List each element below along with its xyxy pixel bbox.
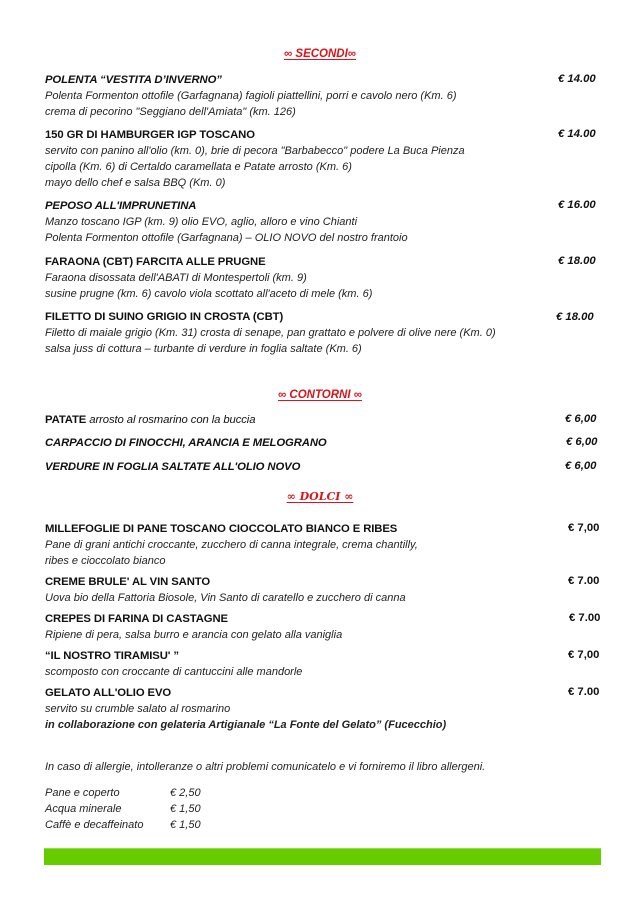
item-name: MILLEFOGLIE DI PANE TOSCANO CIOCCOLATO BIANCO E RIBES [45,523,398,535]
footer-green-bar [44,848,601,865]
item-name: CREME BRULE' AL VIN SANTO [45,576,211,588]
item-price: € 7.00 [568,686,600,698]
extras-list [45,785,201,833]
item-price: € 7.00 [568,575,600,587]
item-price: € 6,00 [565,413,597,425]
extra-price: € 2,50 [170,787,201,799]
menu-item [45,575,605,606]
item-name: GELATO ALL'OLIO EVO [45,687,172,699]
extra-row [45,817,201,833]
section-title-dolci: ∞ DOLCI ∞ [286,490,354,503]
item-desc-line: servito su crumble salato al rosmarino [45,703,231,715]
item-price: € 7,00 [568,522,600,534]
item-desc-line: Pane di grani antichi croccante, zucchero di canna integrale, crema chantilly, [45,539,418,551]
item-desc-line: ribes e cioccolato bianco [45,555,166,567]
item-price: € 16.00 [558,199,596,211]
item-desc-line: Polenta Formenton ottofile (Garfagnana) fagioli piattellini, porri e cavolo nero (Km. 6) [45,90,457,102]
item-desc-line: Ripiene di pera, salsa burro e arancia con gelato alla vaniglia [45,629,343,641]
section-title-secondi: ∞ SECONDI∞ [284,48,356,60]
item-desc-line: Polenta Formenton ottofile (Garfagnana) – OLIO NOVO del nostro frantoio [45,232,408,244]
extra-label: Acqua minerale [45,803,122,815]
menu-item [45,460,605,475]
item-price: € 14.00 [558,73,596,85]
menu-item [45,73,605,120]
item-price: € 18.00 [558,255,596,267]
menu-item [45,436,605,451]
extra-price: € 1,50 [170,819,201,831]
extra-label: Caffè e decaffeinato [45,819,144,831]
menu-item [45,255,605,302]
item-name-rest: arrosto al rosmarino con la buccia [86,414,256,426]
extra-price: € 1,50 [170,803,201,815]
extra-label: Pane e coperto [45,787,120,799]
item-price: € 18.00 [556,311,594,323]
item-name: PEPOSO ALL'IMPRUNETINA [45,200,197,212]
item-desc-line: cipolla (Km. 6) di Certaldo caramellata e Patate arrosto (Km. 6) [45,161,352,173]
menu-item [45,649,605,680]
item-price: € 6,00 [566,436,598,448]
extra-row [45,801,201,817]
menu-item [45,612,605,643]
menu-item [45,413,605,428]
extra-row [45,785,201,801]
item-price: € 7.00 [569,612,601,624]
item-desc-line: salsa juss di cottura – turbante di verdure in foglia saltate (Km. 6) [45,343,362,355]
menu-item [45,199,605,246]
item-desc-line: Faraona disossata dell'ABATI di Montespertoli (km. 9) [45,272,307,284]
menu-item [45,310,605,357]
item-name: “IL NOSTRO TIRAMISU' ” [45,650,179,662]
item-desc-line: Uova bio della Fattoria Biosole, Vin Santo di caratello e zucchero di canna [45,592,406,604]
item-desc-line: Filetto di maiale grigio (Km. 31) crosta di senape, pan grattato e polvere di olive nere (Km. 0) [45,327,496,339]
item-desc-line: susine prugne (km. 6) cavolo viola scottato all'aceto di mele (km. 6) [45,288,373,300]
item-name-bold: PATATE [45,414,87,426]
section-title-contorni: ∞ CONTORNI ∞ [278,389,362,401]
item-name: 150 GR DI HAMBURGER IGP TOSCANO [45,129,255,141]
item-price: € 14.00 [558,128,596,140]
item-name [45,413,605,428]
item-desc-line: servito con panino all'olio (km. 0), brie di pecora "Barbabecco" podere La Buca Pienza [45,145,465,157]
item-price: € 7,00 [568,649,600,661]
allergy-note: In caso di allergie, intolleranze o altri problemi comunicatelo e vi forniremo il libro allergeni. [45,761,486,773]
item-desc-line: scomposto con croccante di cantuccini alle mandorle [45,666,303,678]
menu-item [45,128,605,191]
item-desc-bold: in collaborazione con gelateria Artigianale “La Fonte del Gelato” (Fucecchio) [45,719,447,731]
item-name: VERDURE IN FOGLIA SALTATE ALL'OLIO NOVO [45,461,301,473]
item-price: € 6,00 [565,460,597,472]
item-desc-line: Manzo toscano IGP (km. 9) olio EVO, aglio, alloro e vino Chianti [45,216,358,228]
item-name: CARPACCIO DI FINOCCHI, ARANCIA E MELOGRANO [45,437,327,449]
menu-item [45,522,605,569]
item-desc-line: crema di pecorino "Seggiano dell'Amiata" (km. 126) [45,106,296,118]
menu-item [45,686,605,733]
item-desc-line: mayo dello chef e salsa BBQ (Km. 0) [45,177,226,189]
item-name: POLENTA “VESTITA D’INVERNO” [45,74,222,86]
item-name: FILETTO DI SUINO GRIGIO IN CROSTA (CBT) [45,311,284,323]
item-name: CREPES DI FARINA DI CASTAGNE [45,613,228,625]
item-name: FARAONA (CBT) FARCITA ALLE PRUGNE [45,256,266,268]
